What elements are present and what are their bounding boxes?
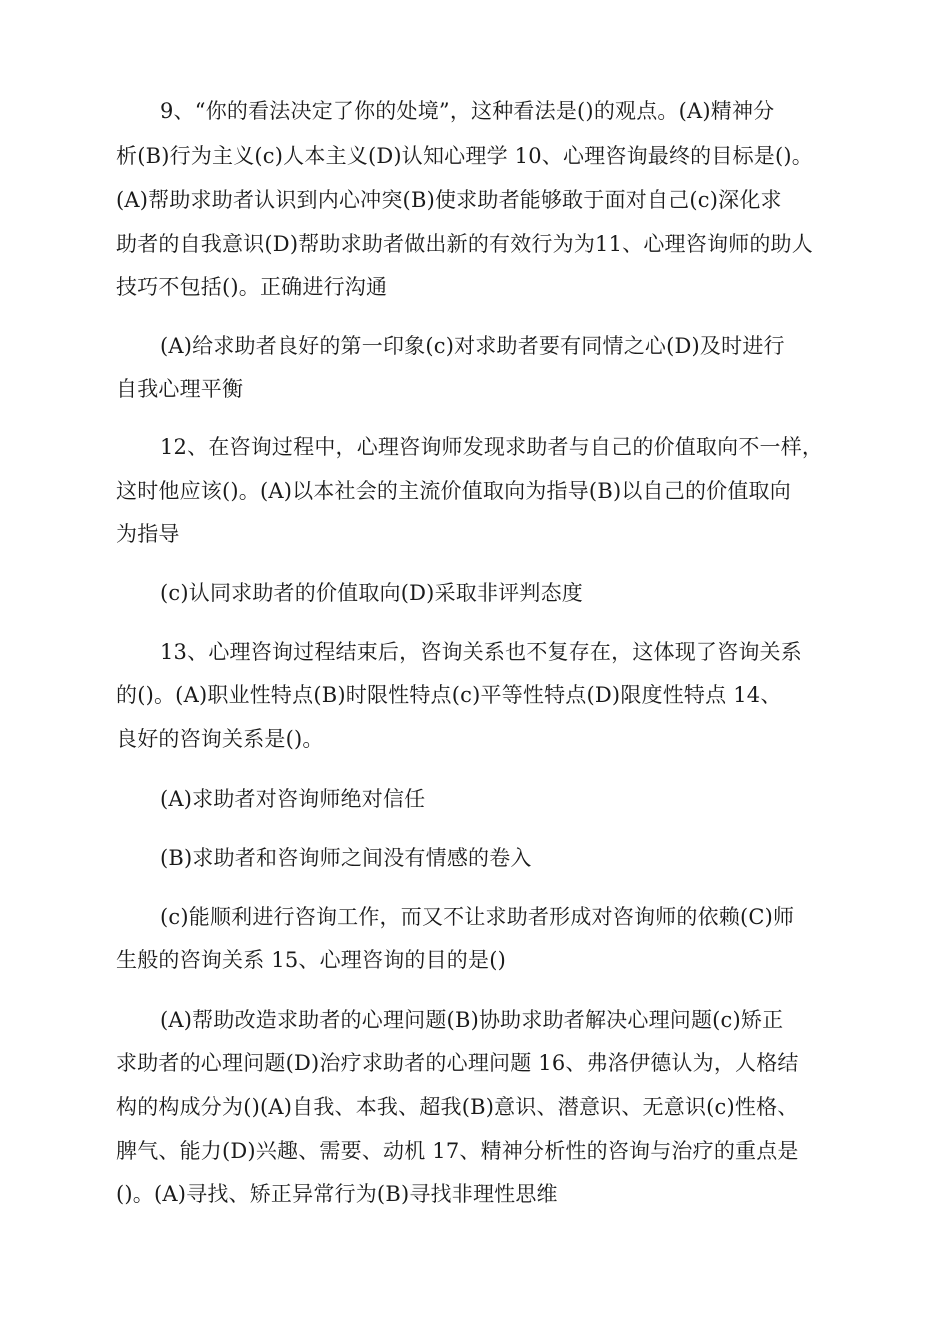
text-line: 构的构成分为()(A)自我、本我、超我(B)意识、潜意识、无意识(c)性格、 — [116, 1095, 799, 1119]
text-line: (B)求助者和咨询师之间没有情感的卷入 — [160, 846, 532, 870]
text-line: 的()。(A)职业性特点(B)时限性特点(c)平等性特点(D)限度性特点 14、 — [116, 683, 782, 707]
text-line: (A)给求助者良好的第一印象(c)对求助者要有同情之心(D)及时进行 — [160, 334, 785, 358]
text-line: ()。(A)寻找、矫正异常行为(B)寻找非理性思维 — [116, 1182, 558, 1206]
text-line: (A)帮助改造求助者的心理问题(B)协助求助者解决心理问题(c)矫正 — [160, 1008, 784, 1032]
text-line: 这时他应该()。(A)以本社会的主流价值取向为指导(B)以自己的价值取向 — [116, 479, 791, 503]
text-line: 脾气、能力(D)兴趣、需要、动机 17、精神分析性的咨询与治疗的重点是 — [116, 1139, 799, 1163]
text-line: 13、心理咨询过程结束后，咨询关系也不复存在，这体现了咨询关系 — [160, 640, 802, 664]
text-line: 析(B)行为主义(c)人本主义(D)认知心理学 10、心理咨询最终的目标是()。 — [116, 144, 813, 168]
text-line: 9、“你的看法决定了你的处境”，这种看法是()的观点。(A)精神分 — [160, 99, 775, 123]
text-line: 为指导 — [116, 522, 180, 546]
text-line: (c)能顺利进行咨询工作，而又不让求助者形成对咨询师的依赖(C)师 — [160, 905, 795, 929]
text-line: (c)认同求助者的价值取向(D)采取非评判态度 — [160, 581, 583, 605]
text-line: 自我心理平衡 — [116, 377, 244, 401]
text-line: 技巧不包括()。正确进行沟通 — [116, 275, 388, 299]
text-line: 求助者的心理问题(D)治疗求助者的心理问题 16、弗洛伊德认为，人格结 — [116, 1051, 799, 1075]
text-line: 助者的自我意识(D)帮助求助者做出新的有效行为为11、心理咨询师的助人 — [116, 232, 813, 256]
text-line: (A)帮助求助者认识到内心冲突(B)使求助者能够敢于面对自己(c)深化求 — [116, 188, 782, 212]
text-line: 良好的咨询关系是()。 — [116, 727, 324, 751]
text-line: (A)求助者对咨询师绝对信任 — [160, 787, 426, 811]
text-line: 生般的咨询关系 15、心理咨询的目的是() — [116, 948, 506, 972]
text-line: 12、在咨询过程中，心理咨询师发现求助者与自己的价值取向不一样， — [160, 435, 824, 459]
